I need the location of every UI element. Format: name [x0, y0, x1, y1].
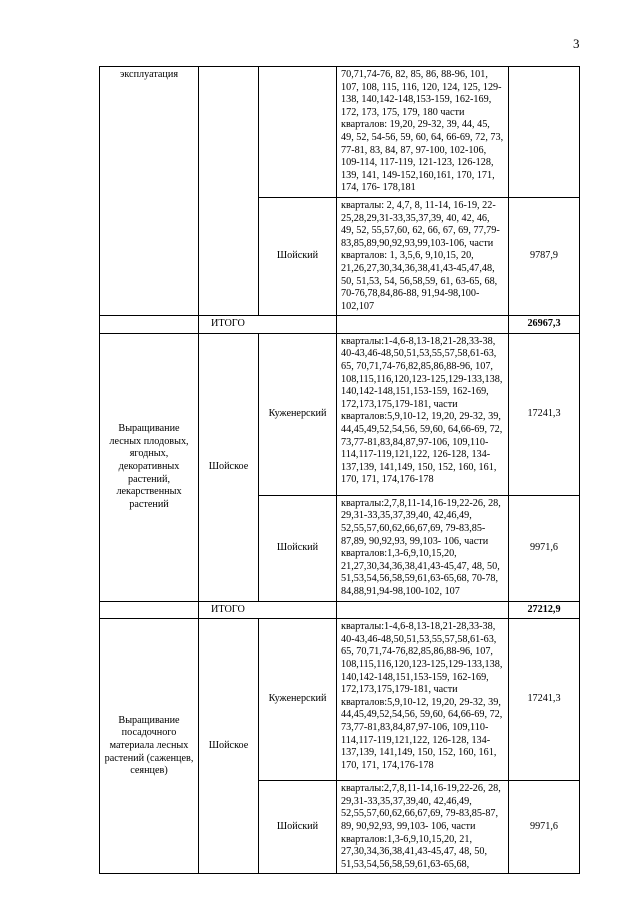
kvartaly-cell: кварталы:2,7,8,11-14,16-19,22-26, 28, 29,31-33,35,37,39,40, 42,46,49, 52,55,57,60,62,66,67,69, 79-83,85-87,89, 90,92,93, 99,103- 106, части кварталов:1,3-6,9,10,15,20, 21,27,30,34,36,38,41,43-45,47, 48, 50, 51,53,54,56,58,59,61,63-65,68, 70-78, 84,88,91,94-98,100-102, 107: [337, 495, 509, 601]
forest-quarters-table: [99, 66, 580, 874]
area-cell: 17241,3: [509, 619, 580, 781]
kvartaly-cell: [337, 781, 509, 874]
purpose-cell: Выращивание посадочного материала лесных растений (саженцев, сеянцев): [100, 619, 199, 874]
kvartaly-cell: 70,71,74-76, 82, 85, 86, 88-96, 101, 107, 108, 115, 116, 120, 124, 125, 129-138, 140,142-148,153-159, 162-169, 172, 173, 175, 179, 180 части кварталов: 19,20, 29-32, 39, 44, 45, 49, 52, 54-56, 59, 60, 64, 66-69, 72, 73, 77-81, 83, 84, 87, 97-100, 102-106, 109-114, 117-119, 121-123, 126-128, 139, 141, 149-152,160,161, 170, 171, 174, 176- 178,181: [337, 67, 509, 198]
table-row: [100, 619, 580, 781]
uch-lesnichestvo-cell: Шойский: [259, 197, 337, 315]
uch-lesnichestvo-cell: Куженерский: [259, 333, 337, 495]
itogo-row: [100, 316, 580, 334]
itogo-label: ИТОГО: [199, 601, 337, 619]
lesnichestvo-cell: [199, 67, 259, 316]
uch-lesnichestvo-cell: Шойский: [259, 781, 337, 874]
empty-cell: [337, 316, 509, 334]
table-row: [100, 67, 580, 198]
uch-lesnichestvo-cell: Куженерский: [259, 619, 337, 781]
itogo-row: [100, 601, 580, 619]
kvartaly-cell: кварталы: 2, 4,7, 8, 11-14, 16-19, 22-25,28,29,31-33,35,37,39, 40, 42, 46, 49, 52, 55,57,60, 62, 66, 67, 69, 77,79- 83,85,89,90,92,93,99,103-106, части кварталов: 1, 3,5,6, 9,10,15, 20, 21,26,27,30,34,36,38,41,43-45,47,48, 50, 51,53, 54, 56,58,59, 61, 63-65, 68, 70-76,78,84,86-88, 91,94-98,100-102,107: [337, 197, 509, 315]
empty-cell: [100, 316, 199, 334]
page-number: 3: [573, 36, 580, 51]
area-cell: 17241,3: [509, 333, 580, 495]
area-cell: 9787,9: [509, 197, 580, 315]
area-cell: 9971,6: [509, 781, 580, 874]
kvartaly-text: кварталы:2,7,8,11-14,16-19,22-26, 28, 29,31-33,35,37,39,40, 42,46,49, 52,55,57,60,62,66,67,69, 79-83,85-87, 89, 90,92,93, 99,103- 106, части кварталов:1,3-6,9,10,15,20, 21, 27,30,34,36,38,41,43-45,47, 48, 50, 51,53,54,56,58,59,61,63-65,68,: [341, 783, 501, 870]
area-cell: [509, 67, 580, 198]
kvartaly-cell: кварталы:1-4,6-8,13-18,21-28,33-38, 40-43,46-48,50,51,53,55,57,58,61-63, 65, 70,71,74-76,82,85,86,88-96, 107, 108,115,116,120,123-125,129-133,138, 140,142-148,151,153-159, 162-169, 172,173,175,179-181, части кварталов:5,9,10-12, 19,20, 29-32, 39, 44,45,49,52,54,56, 59,60, 64,66-69, 72, 73,77-81,83,84,87,97-106, 109,110-114,117-119,121,122, 126-128, 134-137,139, 141,149, 150, 152, 160, 161, 170, 171, 174,176-178: [337, 333, 509, 495]
empty-cell: [337, 601, 509, 619]
purpose-cell: Выращивание лесных плодовых, ягодных, декоративных растений, лекарственных растений: [100, 333, 199, 601]
table-row: [100, 333, 580, 495]
uch-lesnichestvo-cell: Шойский: [259, 495, 337, 601]
lesnichestvo-cell: Шойское: [199, 619, 259, 874]
empty-cell: [100, 601, 199, 619]
purpose-cell: эксплуатация: [100, 67, 199, 316]
itogo-value: 26967,3: [509, 316, 580, 334]
uch-lesnichestvo-cell: [259, 67, 337, 198]
lesnichestvo-cell: Шойское: [199, 333, 259, 601]
kvartaly-cell: кварталы:1-4,6-8,13-18,21-28,33-38, 40-43,46-48,50,51,53,55,57,58,61-63, 65, 70,71,74-76,82,85,86,88-96, 107, 108,115,116,120,123-125,129-133,138, 140,142-148,151,153-159, 162-169, 172,173,175,179-181, части кварталов:5,9,10-12, 19,20, 29-32, 39, 44,45,49,52,54,56, 59,60, 64,66-69, 72, 73,77-81,83,84,87,97-106, 109,110-114,117-119,121,122, 126-128, 134-137,139, 141,149, 150, 152, 160, 161, 170, 171, 174,176-178: [337, 619, 509, 781]
itogo-value: 27212,9: [509, 601, 580, 619]
area-cell: 9971,6: [509, 495, 580, 601]
itogo-label: ИТОГО: [199, 316, 337, 334]
